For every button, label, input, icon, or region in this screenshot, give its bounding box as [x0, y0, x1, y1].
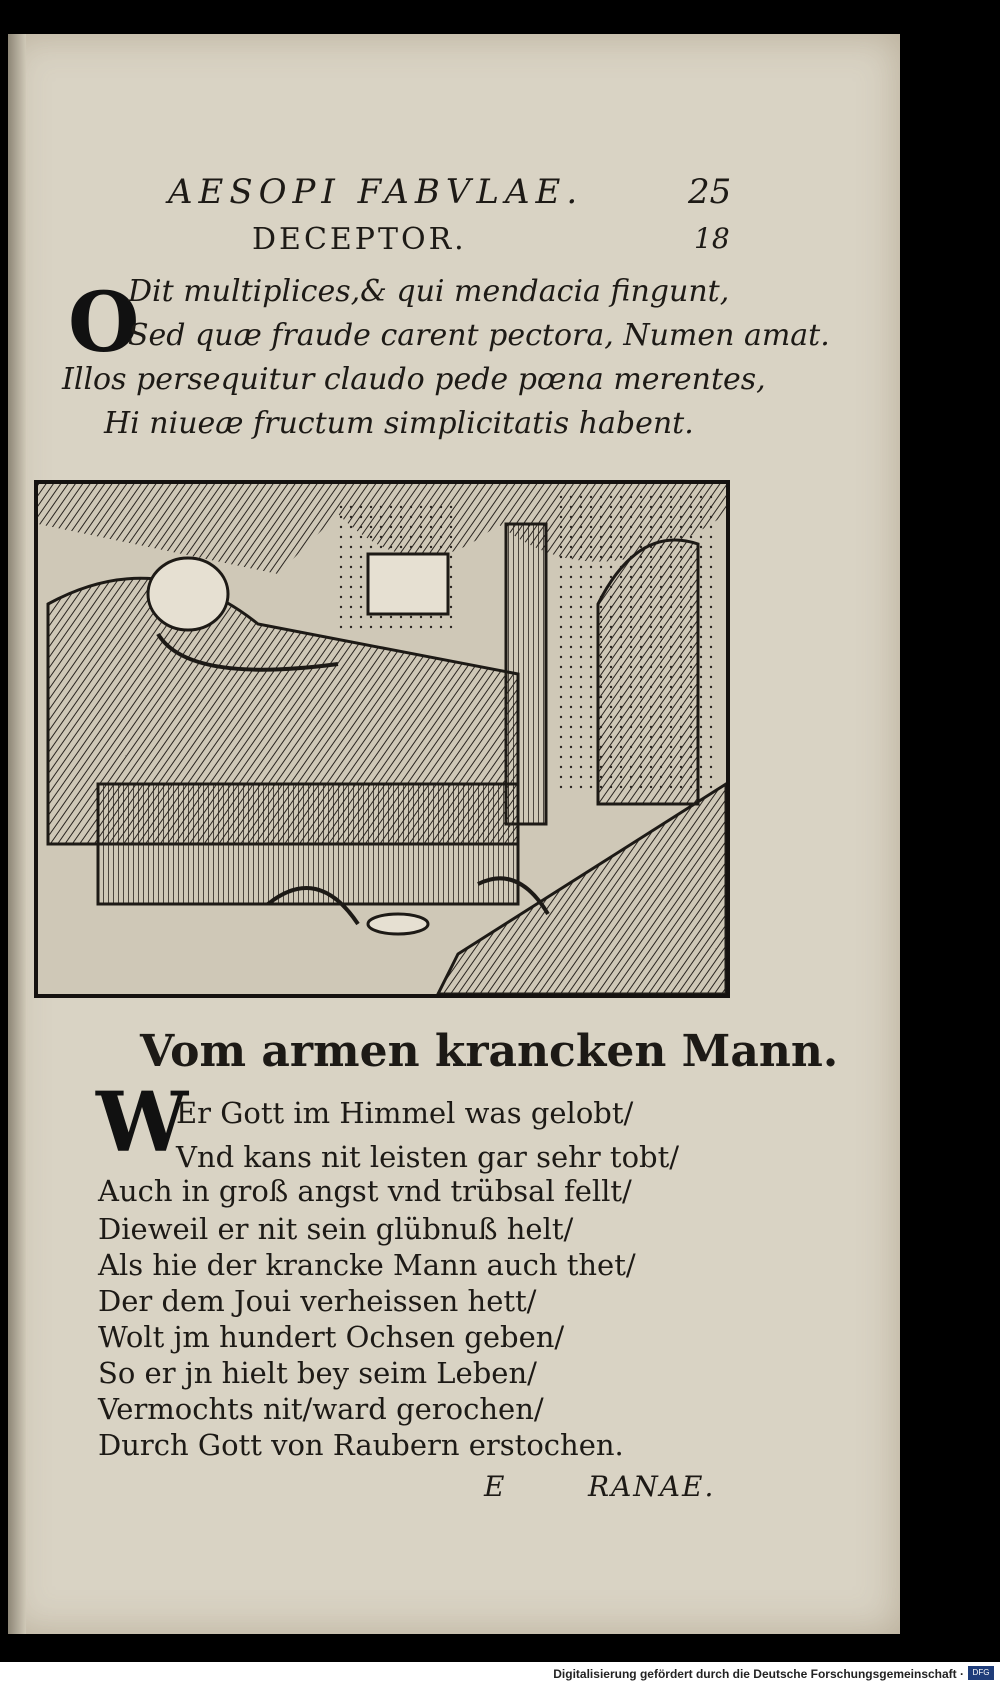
book-page: [8, 34, 900, 1634]
latin-line-1: Dit multiplices,& qui mendacia fingunt,: [128, 274, 730, 309]
german-line-8: So er jn hielt bey seim Leben/: [98, 1356, 537, 1390]
german-line-1: Er Gott im Himmel was gelobt/: [176, 1096, 634, 1130]
german-line-10: Durch Gott von Raubern erstochen.: [98, 1428, 624, 1462]
latin-line-4: Hi niueæ fructum simplicitatis habent.: [104, 406, 694, 441]
german-line-7: Wolt jm hundert Ochsen geben/: [98, 1320, 565, 1354]
signature-mark: E: [484, 1470, 505, 1503]
fable-number: 18: [694, 222, 730, 255]
footer-credit: Digitalisierung gefördert durch die Deutsche Forschungsgemeinschaft ·: [553, 1667, 964, 1681]
dfg-logo: DFG: [968, 1666, 994, 1680]
latin-line-3: Illos persequitur claudo pede pœna merentes,: [62, 362, 766, 397]
page-number: 25: [688, 172, 732, 212]
german-line-2: Vnd kans nit leisten gar sehr tobt/: [176, 1140, 680, 1174]
woodcut-illustration: [34, 480, 730, 998]
latin-dropcap: O: [68, 275, 140, 371]
german-line-5: Als hie der krancke Mann auch thet/: [98, 1248, 636, 1282]
german-line-9: Vermochts nit/ward gerochen/: [98, 1392, 544, 1426]
digitization-footer: [0, 1662, 1000, 1686]
fable-title: DECEPTOR.: [252, 222, 467, 257]
german-line-4: Dieweil er nit sein glübnuß helt/: [98, 1212, 574, 1246]
catchword: RANAE.: [588, 1470, 716, 1503]
german-dropcap: W: [96, 1075, 189, 1171]
german-line-3: Auch in groß angst vnd trübsal fellt/: [98, 1174, 632, 1208]
german-line-6: Der dem Joui verheissen hett/: [98, 1284, 537, 1318]
german-title: Vom armen krancken Mann.: [140, 1026, 839, 1077]
page-gutter: [8, 34, 26, 1634]
latin-line-2: Sed quæ fraude carent pectora, Numen amat.: [128, 318, 830, 353]
running-title: AESOPI FABVLAE.: [168, 172, 584, 212]
